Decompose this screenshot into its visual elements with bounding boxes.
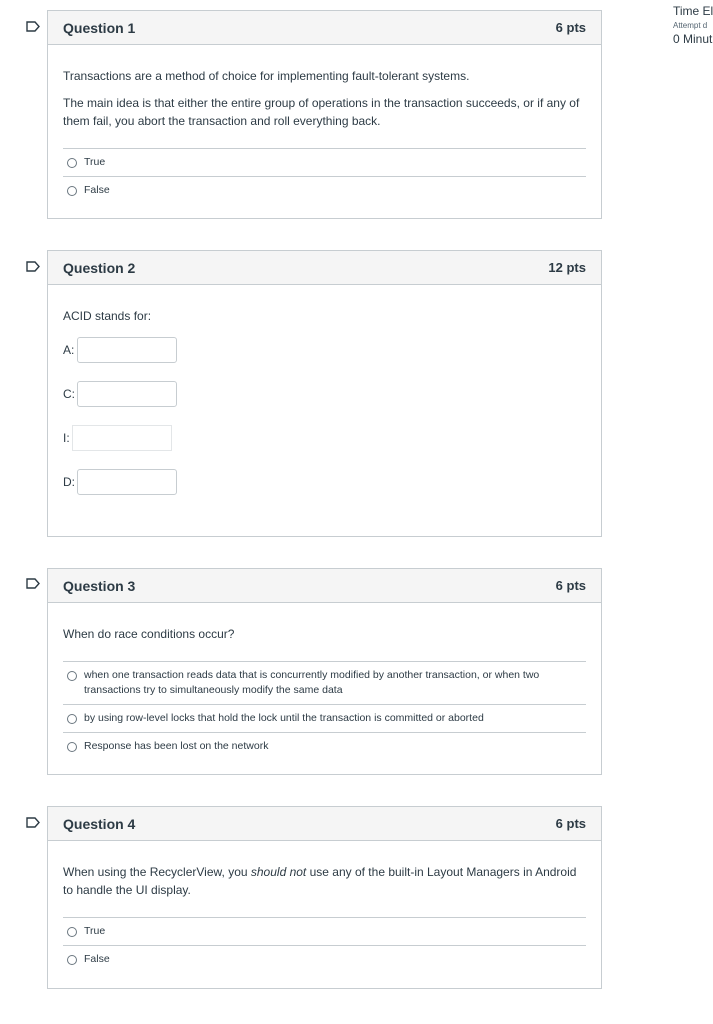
question-text-part: use any of the built-in Layout Managers in Android to handle the UI display.: [63, 865, 577, 897]
radio-button-icon[interactable]: [67, 955, 77, 965]
blank-label: A:: [63, 343, 75, 357]
question-text: When do race conditions occur?: [63, 627, 235, 641]
question-title: Question 2: [63, 259, 136, 276]
answer-label: when one transaction reads data that is concurrently modified by another transaction, or when two transactions try to simultaneously modify the same data: [84, 669, 540, 696]
radio-button-icon[interactable]: [67, 714, 77, 724]
flag-question-icon[interactable]: [26, 261, 40, 272]
answer-label: True: [84, 925, 106, 937]
question-points: 12 pts: [548, 260, 586, 275]
blank-label: D:: [63, 475, 75, 489]
answer-option-2[interactable]: [63, 704, 586, 732]
question-text: ACID stands for:: [63, 309, 152, 323]
question-header: [48, 807, 601, 841]
answer-option-3[interactable]: [63, 732, 586, 760]
radio-button-icon[interactable]: [67, 742, 77, 752]
radio-button-icon[interactable]: [67, 158, 77, 168]
answer-label: Response has been lost on the network: [84, 740, 269, 752]
answer-label: True: [84, 156, 106, 168]
question-text: Transactions are a method of choice for implementing fault-tolerant systems.: [63, 69, 470, 83]
time-elapsed-panel: [673, 4, 713, 46]
blank-row-a: [63, 336, 586, 364]
flag-question-icon[interactable]: [26, 817, 40, 828]
radio-button-icon[interactable]: [67, 927, 77, 937]
blank-input-i[interactable]: [72, 425, 172, 451]
blank-label: I:: [63, 431, 70, 445]
question-text: [63, 863, 586, 899]
question-1: [47, 10, 602, 219]
question-4: [47, 806, 602, 989]
answer-option-1[interactable]: [63, 661, 586, 704]
question-header: [48, 569, 601, 603]
blank-input-c[interactable]: [77, 381, 177, 407]
time-elapsed-label: Time El: [673, 4, 713, 18]
answer-option-false[interactable]: [63, 176, 586, 204]
blank-label: C:: [63, 387, 75, 401]
blank-input-d[interactable]: [77, 469, 177, 495]
flag-question-icon[interactable]: [26, 21, 40, 32]
attempt-due-label: Attempt d: [673, 21, 708, 30]
question-header: [48, 251, 601, 285]
question-title: Question 1: [63, 19, 136, 36]
question-points: 6 pts: [555, 20, 586, 35]
blank-input-a[interactable]: [77, 337, 177, 363]
time-elapsed-value: 0 Minut: [673, 32, 713, 46]
question-points: 6 pts: [555, 816, 586, 831]
question-3: [47, 568, 602, 775]
question-title: Question 3: [63, 577, 136, 594]
blank-row-c: [63, 380, 586, 408]
answer-option-true[interactable]: [63, 917, 586, 945]
question-title: Question 4: [63, 815, 136, 832]
question-points: 6 pts: [555, 578, 586, 593]
flag-question-icon[interactable]: [26, 578, 40, 589]
answer-option-true[interactable]: [63, 148, 586, 176]
question-text: The main idea is that either the entire group of operations in the transaction succeeds, or if any of them fail, you abort the transaction and roll everything back.: [63, 96, 580, 128]
question-text-part: When using the RecyclerView, you: [63, 865, 251, 879]
radio-button-icon[interactable]: [67, 186, 77, 196]
answer-label: False: [84, 184, 110, 196]
blank-row-i: [63, 424, 586, 452]
radio-button-icon[interactable]: [67, 671, 77, 681]
question-text-emphasis: should not: [250, 865, 307, 879]
blank-row-d: [63, 468, 586, 496]
answer-label: by using row-level locks that hold the lock until the transaction is committed or aborted: [84, 712, 484, 724]
answer-option-false[interactable]: [63, 945, 586, 973]
question-header: [48, 11, 601, 45]
answer-label: False: [84, 953, 110, 965]
question-2: [47, 250, 602, 537]
